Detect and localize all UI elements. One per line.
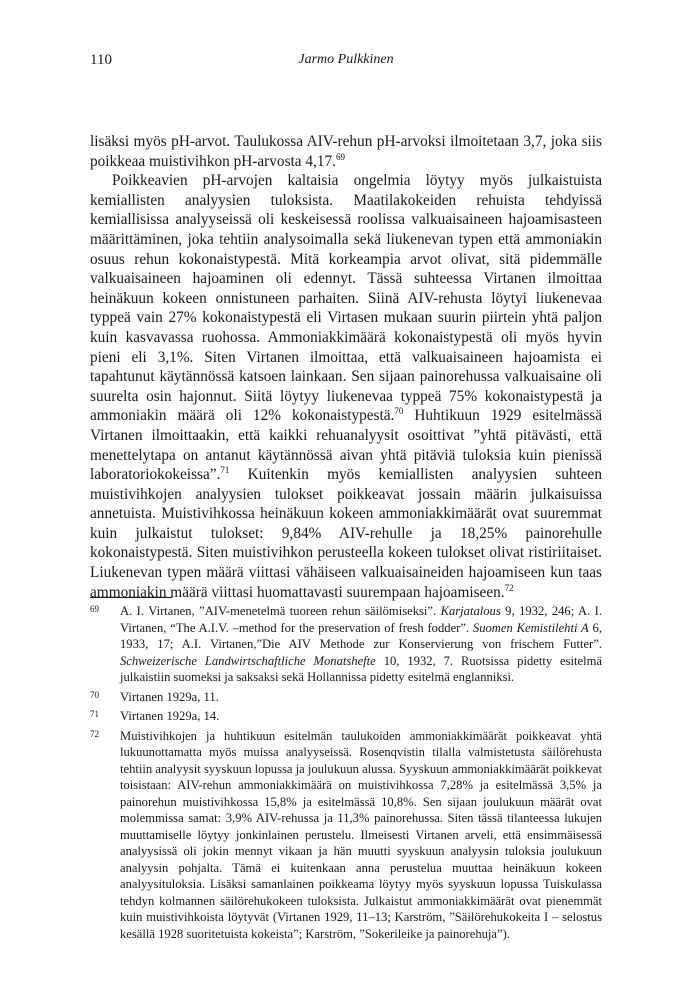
footnote-text: Virtanen 1929a, 14. — [120, 709, 220, 723]
footnote-69-text-g: 10, 1932, 7. Ruotsissa pidetty esitelmä julkaistiin suomeksi ja saksaksi sekä Hollannissa pidetty esitelmä englanniksi. — [120, 653, 603, 684]
footnote-text — [120, 603, 602, 686]
journal-title: Suomen Kemistilehti A — [472, 620, 589, 635]
paragraph-1 — [90, 132, 602, 171]
paragraph-2-text-part-3: Kuitenkin myös kemiallisten analyysien suhteen muistivihkojen analyysien tulokset poikkeavat jossain määrin julkaisuissa annetuista. Muistivihkossa heinäkuun kokeen ammoniakkimäärät ovat suuremmat kuin julkaistut tulokset: 9,84% AIV-rehulle ja 18,25% painorehulle kokonaistypestä. Siten muistivihkon perusteella kokeen tulokset olivat ristiriitaiset. Liukenevan typen määrä viittasi vähäiseen valkuaisaineiden hajoamiseen kun taas ammoniakin määrä viittasi huomattavasti suurempaan hajoamiseen. — [90, 466, 602, 601]
paragraph-2 — [90, 171, 602, 602]
paragraph-1-text: lisäksi myös pH-arvot. Taulukossa AIV-rehun pH-arvoksi ilmoitetaan 3,7, joka siis poikkeaa muistivihkon pH-arvosta 4,17. — [90, 133, 602, 170]
footnote-71 — [90, 708, 602, 725]
paragraph-2-text-part-2: Huhtikuun 1929 esitelmässä Virtanen ilmoittaakin, että kaikki rehuanalyysit osoittivat ”yhtä pitävästi, että menettelytapa on antanut käytännössä aivan yhtä pitäviä tuloksia kuin pienissä laboratoriokokeissa”. — [90, 407, 603, 484]
footnote-text: Muistivihkojen ja huhtikuun esitelmän taulukoiden ammoniakkimäärät poikkeavat yhtä lukuunottamatta myös muissa analyyseissä. Rosenqvistin tilalla valmistetusta säilörehusta tehtiin analyysit syyskuun lopussa ja joulukuun alussa. Syyskuun ammoniakkimäärät poikkevat toisistaan: AIV-rehun ammoniakkimäärä on muistivihkossa 7,28% ja esitelmässä 3,5% ja painorehun muistivihkossa 15,8% ja esitelmässä 10,8%. Sen sijaan joulukuun määrät ovat molemmissa samat: 3,9% AIV-rehussa ja 11,3% painorehussa. Siten tässä tilanteessa lukujen muuttamiselle löytyy jonkinlainen perustelu. Ilmeisesti Virtanen arveli, että ensimmäisessä analyysissä oli jokin mennyt vikaan ja hän muutti syyskuun analyysin tuloksia joulukuun analyysin pohjalta. Tämä ei kuitenkaan anna perustelua muuttaa heinäkuun kokeen analyysituloksia. Lisäksi samanlainen poikkeama löytyy myös syyskuun lopussa Tuiskulassa tehdyn kolmannen säilörehukokeen tuloksista. Julkaistut ammoniakkimäärät ovat pienemmät kuin muistivihkoista löytyvät (Virtanen 1929, 11–13; Karström, ”Säilörehukokeita I – selostus kesällä 1928 suoritetuista kokeista”; Karström, ”Sokerileike ja painorehuja”). — [120, 728, 602, 941]
footnote-69 — [90, 603, 602, 686]
page-number: 110 — [90, 52, 112, 68]
footnote-ref-69: 69 — [335, 151, 345, 162]
journal-title: Schweizerische Landwirtschaftliche Monatshefte — [120, 653, 376, 668]
body-text — [90, 132, 602, 602]
footnote-text: Virtanen 1929a, 11. — [120, 689, 219, 704]
footnote-number: 71 — [90, 709, 99, 719]
footnote-number: 69 — [90, 604, 99, 614]
footnotes — [90, 603, 602, 945]
footnote-ref-71: 71 — [220, 465, 230, 476]
footnote-separator — [90, 597, 172, 598]
footnote-number: 70 — [90, 689, 99, 700]
footnote-72 — [90, 728, 602, 943]
page-header — [90, 52, 602, 72]
footnote-ref-70: 70 — [394, 406, 404, 417]
footnote-69-text-c: 9, 1932, 246; A. I. Virtanen, “The A.I.V. –method for the preservation of fresh fodder”. — [120, 604, 602, 635]
footnote-ref-72: 72 — [504, 582, 514, 593]
journal-title: Karjatalous — [440, 604, 501, 618]
footnote-70 — [90, 689, 602, 706]
footnote-69-text-a: A. I. Virtanen, ”AIV-menetelmä tuoreen rehun säilömiseksi”. — [120, 604, 441, 618]
footnote-69-text-e: 6, 1933, 17; A.I. Virtanen,”Die AIV Methode zur Konservierung von frischem Futter”. — [120, 620, 602, 651]
running-head-author: Jarmo Pulkkinen — [298, 52, 394, 67]
footnote-number: 72 — [90, 728, 99, 739]
paragraph-2-text-part-1: Poikkeavien pH-arvojen kaltaisia ongelmia löytyy myös julkaistuista kemiallisten analyysien tuloksista. Maatilakokeiden rehuista tehdyissä kemiallisissa analyyseissä oli keskeisessä roolissa valkuaisaineen hajoamisasteen määrittäminen, joka tehtiin analysoimalla sekä liukenevan typen että ammoniakin osuus rehun kokonaistypestä. Mitä korkeampia arvot olivat, sitä pidemmälle valkuaisaineen hajoaminen oli edennyt. Tässä suhteessa Virtanen ilmoittaa heinäkuun kokeen onnistuneen parhaiten. Siinä AIV-rehusta löytyi liukenevaa typpeä vain 27% kokonaistypestä eli Virtasen mukaan suurin piirtein yhtä paljon kuin kasvavassa ruohossa. Ammoniakkimäärä kokonaistypestä oli myös hyvin pieni eli 3,1%. Siten Virtanen ilmoittaa, että valkuaisaineen hajoamista ei tapahtunut käytännössä katsoen lainkaan. Sen sijaan painorehussa valkuaisaine oli suurelta osin hajonnut. Siitä löytyy liukenevaa typpeä 75% kokonaistypestä ja ammoniakin määrä oli 12% kokonaistypestä. — [90, 172, 602, 425]
